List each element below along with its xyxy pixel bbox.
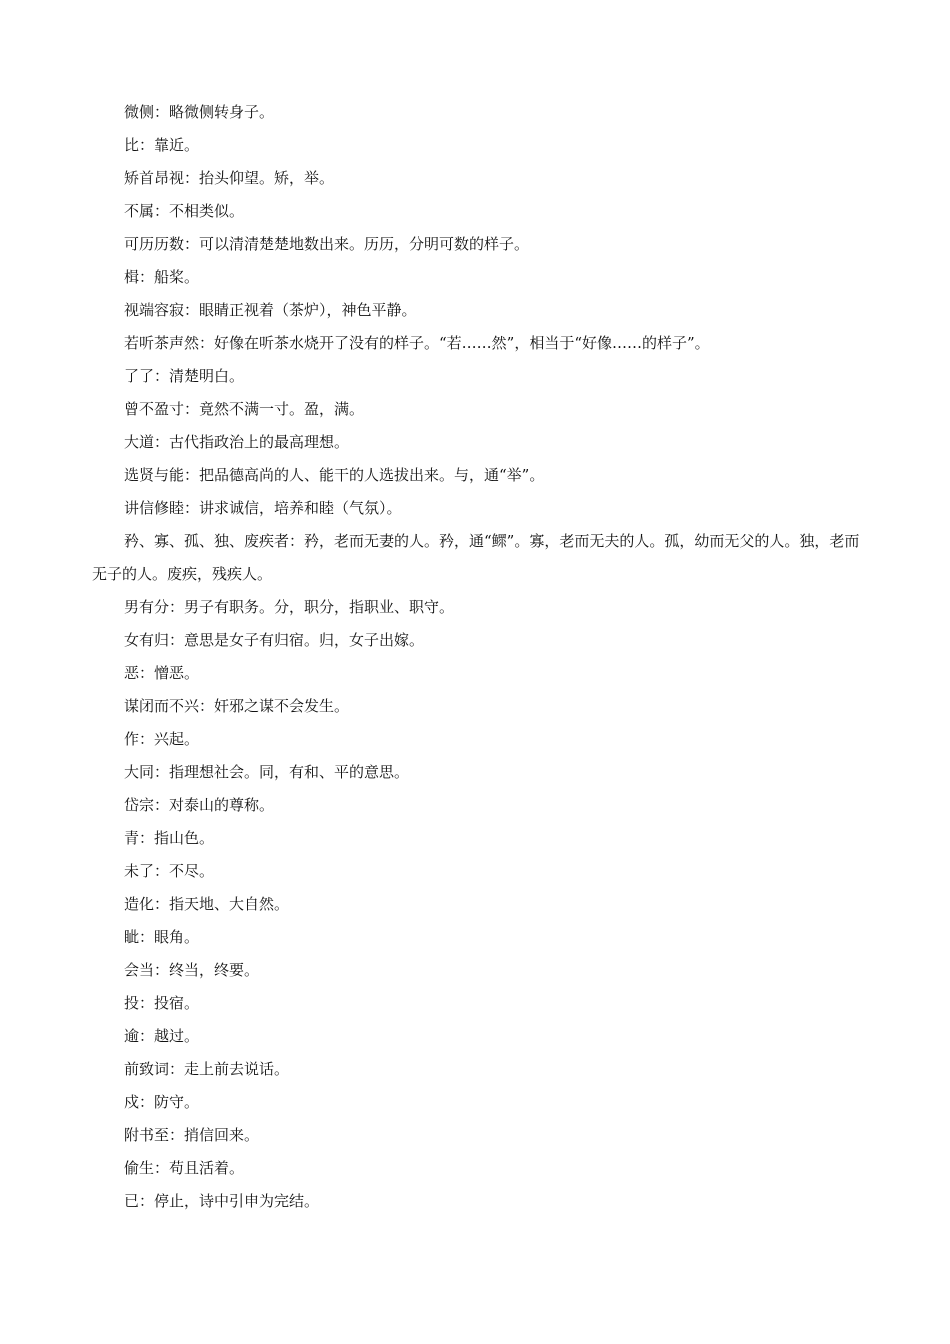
annotation-entry: 眦：眼角。 (124, 928, 200, 946)
annotation-entry: 附书至：捎信回来。 (124, 1126, 260, 1144)
annotation-entry: 微侧：略微侧转身子。 (124, 103, 275, 121)
annotation-entry: 青：指山色。 (124, 829, 215, 847)
annotation-entry: 楫：船桨。 (124, 268, 200, 286)
annotation-entry: 逾：越过。 (124, 1027, 200, 1045)
annotation-list (92, 96, 872, 1218)
annotation-entry: 岱宗：对泰山的尊称。 (124, 796, 275, 814)
annotation-entry: 未了：不尽。 (124, 862, 215, 880)
annotation-entry: 造化：指天地、大自然。 (124, 895, 290, 913)
annotation-entry: 恶：憎恶。 (124, 664, 200, 682)
annotation-entry: 谋闭而不兴：奸邪之谋不会发生。 (124, 697, 350, 715)
annotation-entry: 投：投宿。 (124, 994, 200, 1012)
annotation-entry: 大同：指理想社会。同，有和、平的意思。 (124, 763, 410, 781)
annotation-entry: 视端容寂：眼睛正视着（茶炉），神色平静。 (124, 301, 417, 319)
annotation-entry: 男有分：男子有职务。分，职分，指职业、职守。 (124, 598, 455, 616)
annotation-entry: 已：停止，诗中引申为完结。 (124, 1192, 320, 1210)
annotation-entry: 矜、寡、孤、独、废疾者：矜，老而无妻的人。矜，通“鳏”。寡，老而无夫的人。孤，幼而无父的人。独，老而无子的人。废疾，残疾人。 (92, 532, 860, 583)
annotation-entry: 女有归：意思是女子有归宿。归，女子出嫁。 (124, 631, 425, 649)
annotation-entry: 不属：不相类似。 (124, 202, 245, 220)
annotation-entry: 若听茶声然：好像在听茶水烧开了没有的样子。“若……然”，相当于“好像……的样子”。 (124, 334, 710, 352)
annotation-entry: 会当：终当，终要。 (124, 961, 260, 979)
annotation-entry: 作：兴起。 (124, 730, 200, 748)
annotation-entry: 比：靠近。 (124, 136, 200, 154)
annotation-entry: 前致词：走上前去说话。 (124, 1060, 290, 1078)
annotation-entry: 可历历数：可以清清楚楚地数出来。历历，分明可数的样子。 (124, 235, 530, 253)
annotation-entry: 戍：防守。 (124, 1093, 200, 1111)
annotation-entry: 了了：清楚明白。 (124, 367, 245, 385)
annotation-entry: 曾不盈寸：竟然不满一寸。盈，满。 (124, 400, 365, 418)
annotation-entry: 矫首昂视：抬头仰望。矫，举。 (124, 169, 335, 187)
annotation-entry: 选贤与能：把品德高尚的人、能干的人选拔出来。与，通“举”。 (124, 466, 545, 484)
annotation-entry: 讲信修睦：讲求诚信，培养和睦（气氛）。 (124, 499, 402, 517)
annotation-entry: 大道：古代指政治上的最高理想。 (124, 433, 350, 451)
annotation-entry: 偷生：苟且活着。 (124, 1159, 245, 1177)
